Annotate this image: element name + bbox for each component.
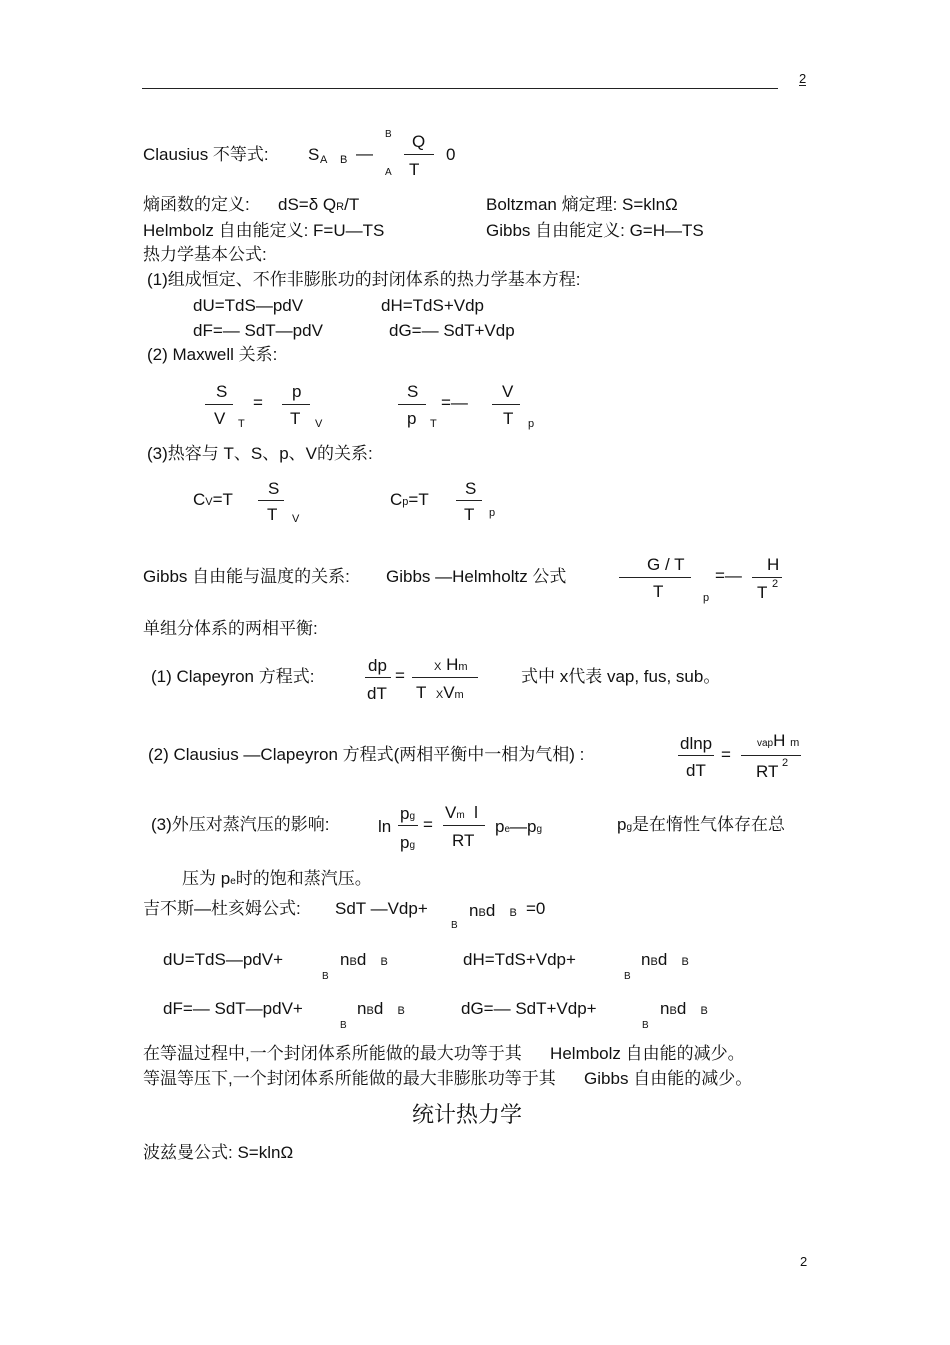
fraction-bar xyxy=(205,404,233,405)
isothermal-statement: 在等温过程中,一个封闭体系所能做的最大功等于其 Helmbolz 自由能的减少。 xyxy=(143,1044,745,1063)
maxwell4-sub: p xyxy=(528,418,535,430)
fraction-bar xyxy=(619,577,691,578)
isobaric-statement: 等温等压下,一个封闭体系所能做的最大非膨胀功等于其 Gibbs 自由能的减少。 xyxy=(143,1069,753,1088)
sum-index: B xyxy=(451,920,458,931)
cc-lden: dT xyxy=(686,761,706,780)
df-open-equation: dF=— SdT—pdV+ xyxy=(163,999,303,1018)
fraction-bar xyxy=(365,677,391,678)
cc-equals: = xyxy=(721,745,731,764)
ext-p-continuation: 压为 pe时的饱和蒸汽压。 xyxy=(182,869,372,888)
clausius-label: Clausius 不等式: xyxy=(143,145,269,164)
clapeyron-rnum: X Hm xyxy=(434,655,468,674)
maxwell1-den: V xyxy=(214,409,226,428)
gh-label: Gibbs 自由能与温度的关系: xyxy=(143,567,350,586)
gh-rhs-den: T xyxy=(757,583,768,602)
cv-expr: CV=T xyxy=(193,490,233,509)
fraction-bar xyxy=(443,825,485,826)
clausius-numerator: Q xyxy=(412,132,426,151)
ext-p-num: pg xyxy=(400,804,416,823)
gh-equals: =— xyxy=(715,566,742,585)
cc-rnum: vapH m xyxy=(757,731,800,750)
clapeyron-lden: dT xyxy=(367,684,387,703)
cv-sub: V xyxy=(292,513,300,525)
clausius-s: S xyxy=(308,145,320,164)
dh-equation: dH=TdS+Vdp xyxy=(381,296,485,315)
maxwell3-num: S xyxy=(407,382,419,401)
maxwell3-sub: T xyxy=(430,418,437,430)
ext-p-label: (3)外压对蒸汽压的影响: xyxy=(151,815,330,834)
clausius-denominator: T xyxy=(409,160,420,179)
gibbs-duhem-expr: SdT —Vdp+ xyxy=(335,899,428,918)
dh-open-equation: dH=TdS+Vdp+ xyxy=(463,950,576,969)
dh-open-term: nBd B xyxy=(641,950,689,969)
gh-den: T xyxy=(653,582,664,601)
fraction-bar xyxy=(404,154,434,155)
sum-index: B xyxy=(624,971,631,982)
fraction-bar xyxy=(258,500,284,501)
header-rule xyxy=(142,88,778,89)
clausius-sub-a: A xyxy=(320,154,328,166)
fraction-bar xyxy=(398,825,418,826)
cp-expr: Cp=T xyxy=(390,490,429,509)
cc-rexp: 2 xyxy=(782,757,789,769)
fraction-bar xyxy=(282,404,310,405)
gibbs-duhem-label: 吉不斯—杜亥姆公式: xyxy=(143,899,301,918)
two-phase-title: 单组分体系的两相平衡: xyxy=(143,619,318,638)
section-title: 统计热力学 xyxy=(412,1103,523,1128)
cc-rden: RT xyxy=(756,762,779,781)
gh-rhs-num: H xyxy=(767,555,780,574)
clapeyron-equals: = xyxy=(395,666,405,685)
gh-rhs-exp: 2 xyxy=(772,578,779,590)
integral-lower-limit: A xyxy=(385,167,392,178)
clausius-rhs: 0 xyxy=(446,145,456,164)
dg-open-term: nBd B xyxy=(660,999,708,1018)
dg-open-equation: dG=— SdT+Vdp+ xyxy=(461,999,597,1018)
item2-label: (2) Maxwell 关系: xyxy=(147,345,278,364)
ext-p-ln: ln xyxy=(378,817,392,836)
boltzmann-theorem: Boltzman 熵定理: S=klnΩ xyxy=(486,195,678,214)
header-page-number: 2 xyxy=(799,71,807,86)
du-open-term: nBd B xyxy=(340,950,388,969)
fraction-bar xyxy=(412,677,478,678)
gh-sub: p xyxy=(703,592,710,604)
cp-sub: p xyxy=(489,507,496,519)
cp-num: S xyxy=(465,479,477,498)
maxwell1-sub: T xyxy=(238,418,245,430)
cc-label: (2) Clausius —Clapeyron 方程式(两相平衡中一相为气相) : xyxy=(148,745,585,764)
fraction-bar xyxy=(678,755,714,756)
clapeyron-label: (1) Clapeyron 方程式: xyxy=(151,667,315,686)
maxwell1-num: S xyxy=(216,382,228,401)
fraction-bar xyxy=(492,404,520,405)
gibbs-duhem-term: nBd B xyxy=(469,901,517,920)
integral-upper-limit: B xyxy=(385,129,392,140)
basic-formulas-title: 热力学基本公式: xyxy=(143,245,267,264)
ext-p-rden: RT xyxy=(452,831,475,850)
clapeyron-lnum: dp xyxy=(368,656,387,675)
entropy-def-expr: dS=δ QR/T xyxy=(278,195,360,214)
gh-num: G / T xyxy=(647,555,685,574)
item1-label: (1)组成恒定、不作非膨胀功的封闭体系的热力学基本方程: xyxy=(147,270,581,289)
cv-num: S xyxy=(268,479,280,498)
maxwell4-den: T xyxy=(503,409,514,428)
maxwell1-equals: = xyxy=(253,393,263,412)
item3-label: (3)热容与 T、S、p、V的关系: xyxy=(147,444,373,463)
sum-index: B xyxy=(322,971,329,982)
df-open-term: nBd B xyxy=(357,999,405,1018)
maxwell2-sub: V xyxy=(315,418,323,430)
df-equation: dF=— SdT—pdV xyxy=(193,321,323,340)
ext-p-rnum: Vm l xyxy=(445,803,478,822)
maxwell2-num: p xyxy=(292,382,302,401)
gh-name: Gibbs —Helmholtz 公式 xyxy=(386,567,567,586)
footer-page-number: 2 xyxy=(800,1254,808,1269)
gibbs-duhem-tail: =0 xyxy=(526,899,546,918)
maxwell2-den: T xyxy=(290,409,301,428)
clausius-minus: — xyxy=(356,144,373,163)
helmholtz-def: Helmbolz 自由能定义: F=U—TS xyxy=(143,221,385,240)
ext-p-equals: = xyxy=(423,815,433,834)
du-equation: dU=TdS—pdV xyxy=(193,296,304,315)
maxwell3-den: p xyxy=(407,409,417,428)
fraction-bar xyxy=(398,404,426,405)
ext-p-den: pg xyxy=(400,833,416,852)
sum-index: B xyxy=(642,1020,649,1031)
cc-lnum: dlnp xyxy=(680,734,713,753)
maxwell2-equals: =— xyxy=(441,393,468,412)
fraction-bar xyxy=(741,755,801,756)
clausius-sub-b: B xyxy=(340,154,348,166)
cv-den: T xyxy=(267,505,278,524)
gibbs-def: Gibbs 自由能定义: G=H—TS xyxy=(486,221,704,240)
clapeyron-note: 式中 x代表 vap, fus, sub。 xyxy=(521,667,721,686)
clapeyron-rden: T XVm xyxy=(416,683,464,702)
du-open-equation: dU=TdS—pdV+ xyxy=(163,950,284,969)
sum-index: B xyxy=(340,1020,347,1031)
cp-den: T xyxy=(464,505,475,524)
boltzmann-formula: 波兹曼公式: S=klnΩ xyxy=(143,1143,294,1162)
entropy-def-label: 熵函数的定义: xyxy=(143,195,250,214)
ext-p-rhs: pe—pg xyxy=(495,817,543,836)
fraction-bar xyxy=(456,500,482,501)
dg-equation: dG=— SdT+Vdp xyxy=(389,321,515,340)
maxwell4-num: V xyxy=(502,382,514,401)
ext-p-note: pg是在惰性气体存在总 xyxy=(617,815,786,834)
